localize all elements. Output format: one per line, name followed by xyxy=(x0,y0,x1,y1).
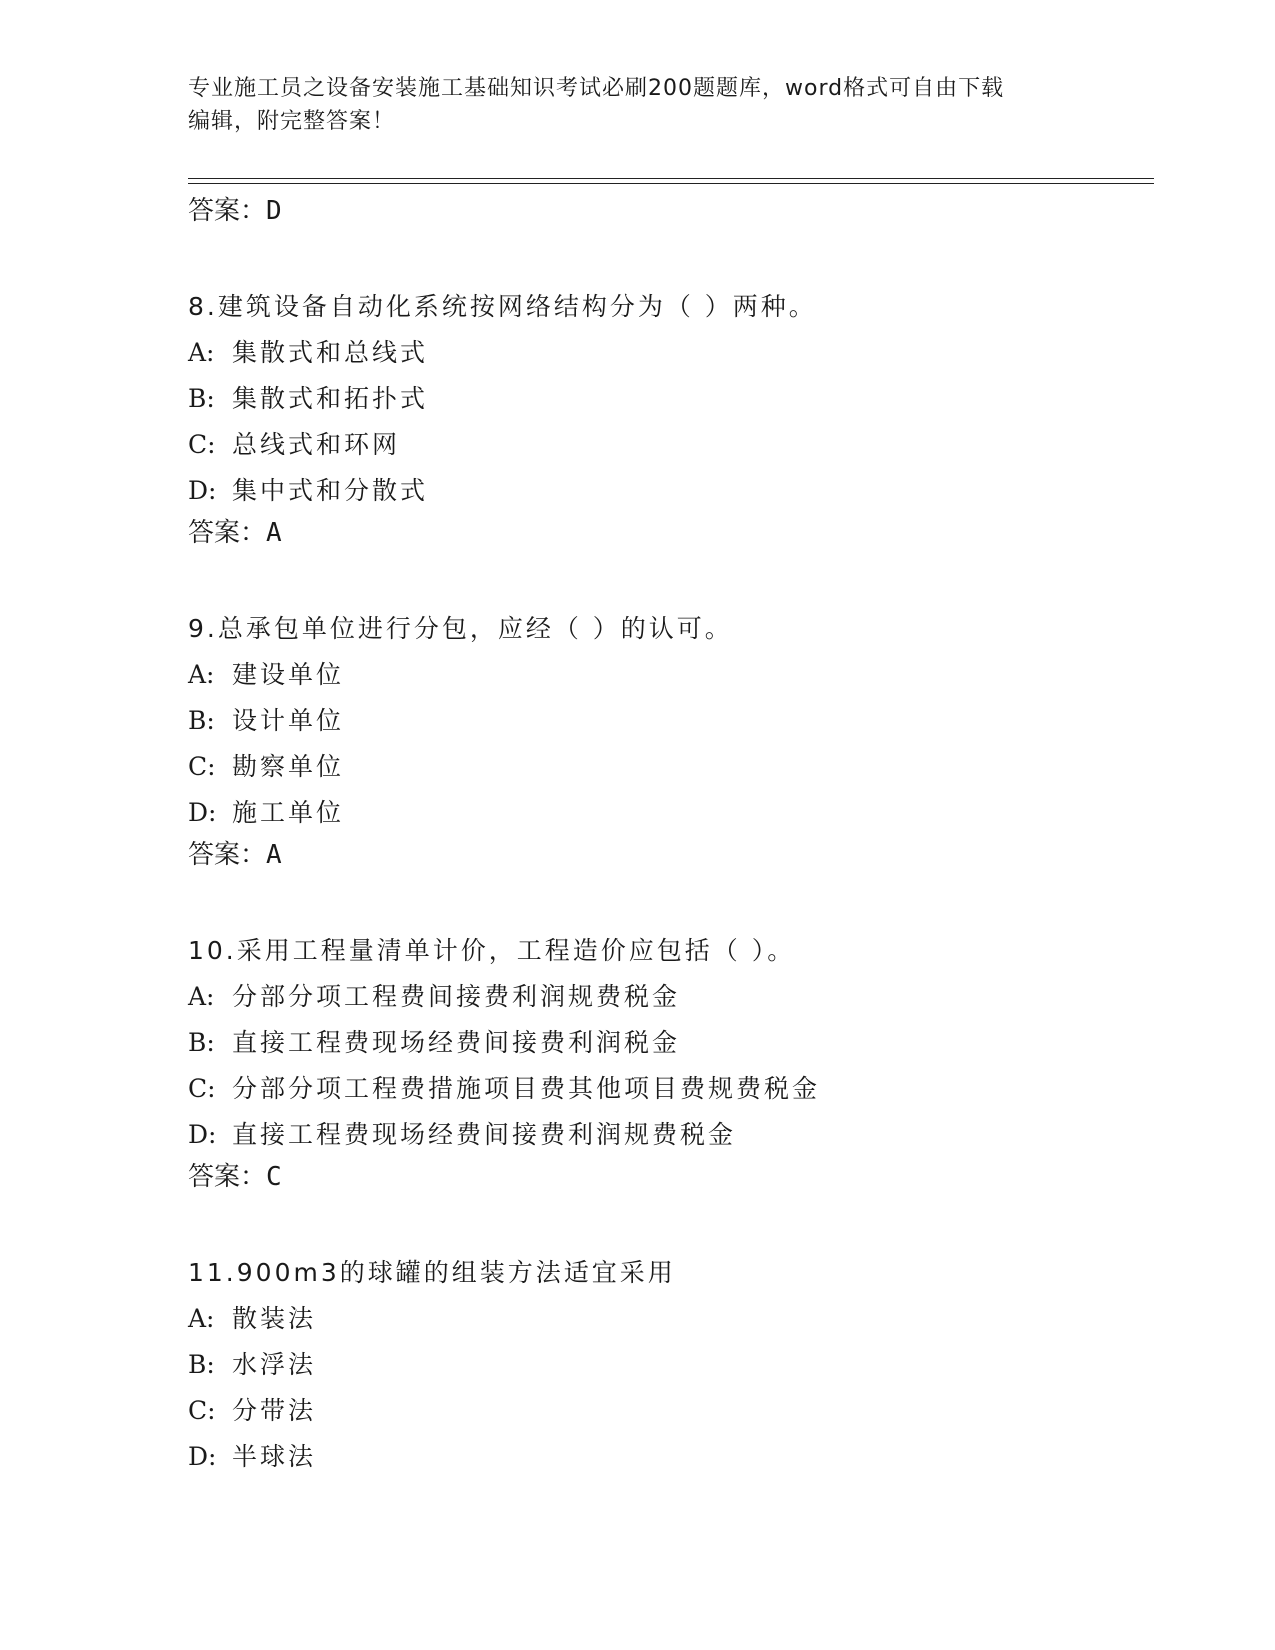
answer-line xyxy=(188,1158,1154,1196)
option-text: 水浮法 xyxy=(232,1350,317,1379)
answer-label: 答案： xyxy=(188,196,267,226)
option-text: 散装法 xyxy=(232,1304,317,1333)
option-text: 集散式和拓扑式 xyxy=(232,384,429,413)
option-d xyxy=(188,1112,1154,1158)
option-text: 分带法 xyxy=(232,1396,317,1425)
option-letter: C: xyxy=(188,1074,216,1103)
option-c xyxy=(188,422,1154,468)
answer-label: 答案： xyxy=(188,840,267,870)
option-b xyxy=(188,1342,1154,1388)
question-title: 9.总承包单位进行分包，应经（ ）的认可。 xyxy=(188,614,733,643)
option-a xyxy=(188,974,1154,1020)
answer-value: A xyxy=(266,840,282,870)
question-11 xyxy=(188,1250,1154,1480)
option-letter: A: xyxy=(188,1304,215,1333)
answer-value: C xyxy=(266,1162,282,1192)
answer-line xyxy=(188,514,1154,552)
option-letter: D: xyxy=(188,798,217,827)
question-9 xyxy=(188,606,1154,874)
answer-value: D xyxy=(266,196,282,226)
option-letter: C: xyxy=(188,430,216,459)
option-d xyxy=(188,468,1154,514)
header-line-2: 编辑，附完整答案！ xyxy=(188,109,396,134)
option-d xyxy=(188,790,1154,836)
option-text: 分部分项工程费措施项目费其他项目费规费税金 xyxy=(232,1074,821,1103)
header-line-1: 专业施工员之设备安装施工基础知识考试必刷200题题库，word格式可自由下载 xyxy=(188,76,1005,101)
option-text: 建设单位 xyxy=(232,660,345,689)
option-a xyxy=(188,330,1154,376)
option-letter: D: xyxy=(188,476,217,505)
option-a xyxy=(188,652,1154,698)
answer-line xyxy=(188,192,1154,230)
option-letter: B: xyxy=(188,1350,215,1379)
option-letter: A: xyxy=(188,338,215,367)
option-c xyxy=(188,744,1154,790)
option-text: 直接工程费现场经费间接费利润税金 xyxy=(232,1028,681,1057)
option-d xyxy=(188,1434,1154,1480)
option-text: 勘察单位 xyxy=(232,752,345,781)
option-text: 半球法 xyxy=(232,1442,317,1471)
option-c xyxy=(188,1388,1154,1434)
option-text: 集中式和分散式 xyxy=(232,476,429,505)
option-letter: B: xyxy=(188,1028,215,1057)
document-header xyxy=(188,72,1088,138)
answer-label: 答案： xyxy=(188,1162,267,1192)
option-text: 总线式和环网 xyxy=(232,430,401,459)
option-letter: D: xyxy=(188,1442,217,1471)
option-b xyxy=(188,1020,1154,1066)
option-letter: C: xyxy=(188,1396,216,1425)
answer-value: A xyxy=(266,518,282,548)
option-a xyxy=(188,1296,1154,1342)
answer-line xyxy=(188,836,1154,874)
option-letter: C: xyxy=(188,752,216,781)
option-text: 分部分项工程费间接费利润规费税金 xyxy=(232,982,681,1011)
question-title: 10.采用工程量清单计价，工程造价应包括（ ）。 xyxy=(188,936,796,965)
option-letter: A: xyxy=(188,660,215,689)
question-8 xyxy=(188,284,1154,552)
option-b xyxy=(188,698,1154,744)
option-letter: A: xyxy=(188,982,215,1011)
option-text: 设计单位 xyxy=(232,706,345,735)
option-b xyxy=(188,376,1154,422)
question-title: 8.建筑设备自动化系统按网络结构分为（ ）两种。 xyxy=(188,292,817,321)
option-text: 直接工程费现场经费间接费利润规费税金 xyxy=(232,1120,737,1149)
question-title: 11.900m3的球罐的组装方法适宜采用 xyxy=(188,1258,676,1287)
answer-label: 答案： xyxy=(188,518,267,548)
option-text: 集散式和总线式 xyxy=(232,338,429,367)
question-list xyxy=(188,192,1154,1480)
question-10 xyxy=(188,928,1154,1196)
option-c xyxy=(188,1066,1154,1112)
option-text: 施工单位 xyxy=(232,798,345,827)
option-letter: B: xyxy=(188,706,215,735)
header-divider xyxy=(188,178,1154,184)
option-letter: B: xyxy=(188,384,215,413)
option-letter: D: xyxy=(188,1120,217,1149)
